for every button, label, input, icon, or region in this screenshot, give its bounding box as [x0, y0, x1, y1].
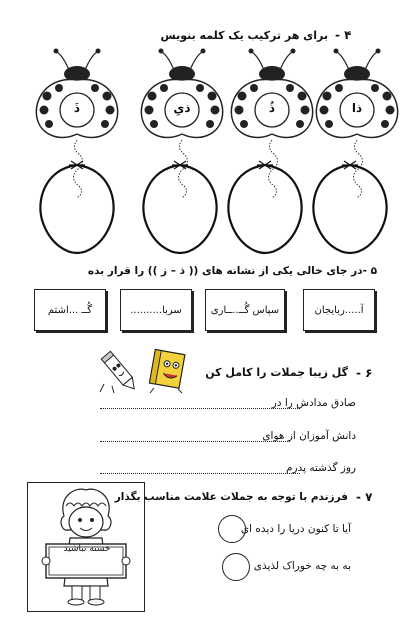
sentence-2-blank[interactable] [100, 441, 290, 442]
q4-number: ۴ - [335, 28, 352, 42]
word-card-1-text: گُــ ...اشتم [47, 304, 93, 316]
sentence-2: دانش آموزان از هوای [262, 430, 356, 442]
ladybug-label-3: ذُ [268, 101, 276, 115]
q7-item-1: آیا تا کنون دریا را دیده ای [240, 523, 351, 535]
q7-title: فرزندم با توجه به جملات علامت مناسب بگذار [114, 491, 348, 503]
word-card-3-text: سپاس گُــ..ــاری [210, 304, 280, 316]
q4-title: برای هر ترکیب یک کلمه بنویس [160, 29, 328, 42]
q6-number: ۶ - [356, 366, 373, 380]
balloon-answer-2[interactable] [150, 172, 210, 242]
word-card-2-text: سربا.......... [130, 304, 182, 316]
word-card-3[interactable] [205, 289, 285, 331]
q7-item-1-circle[interactable] [218, 515, 246, 543]
sentence-3: روز گذشته پدرم [286, 462, 356, 474]
q5-title: ۵ -در جای خالی یکی از نشانه های (( ذ – ز )) را قرار بده [87, 265, 377, 277]
pencil-and-book-illustration [98, 348, 208, 394]
q6-title: گل زیبا جملات را کامل کن [205, 366, 348, 379]
q7-item-2: به به چه خوراک لذیذی [253, 560, 351, 572]
kid-sign-text: خسته نباشید [63, 544, 111, 554]
sentence-1: صادق مدادش را در [271, 397, 356, 409]
ladybug-label-4: ذا [351, 101, 363, 115]
word-card-1[interactable] [34, 289, 106, 331]
balloon-answer-4[interactable] [320, 172, 380, 242]
balloon-answer-1[interactable] [47, 172, 107, 242]
q7-number: ۷ - [356, 490, 373, 504]
ladybug-label-2: ذیِ [173, 101, 191, 115]
word-card-2[interactable] [120, 289, 192, 331]
word-card-4-text: آ.....ربایجان [314, 304, 364, 316]
ladybug-label-1: ذَ [73, 101, 81, 115]
word-card-4[interactable] [303, 289, 375, 331]
q7-item-2-circle[interactable] [222, 553, 250, 581]
sentence-1-blank[interactable] [100, 408, 300, 409]
balloon-answer-3[interactable] [235, 172, 295, 242]
sentence-3-blank[interactable] [100, 473, 300, 474]
